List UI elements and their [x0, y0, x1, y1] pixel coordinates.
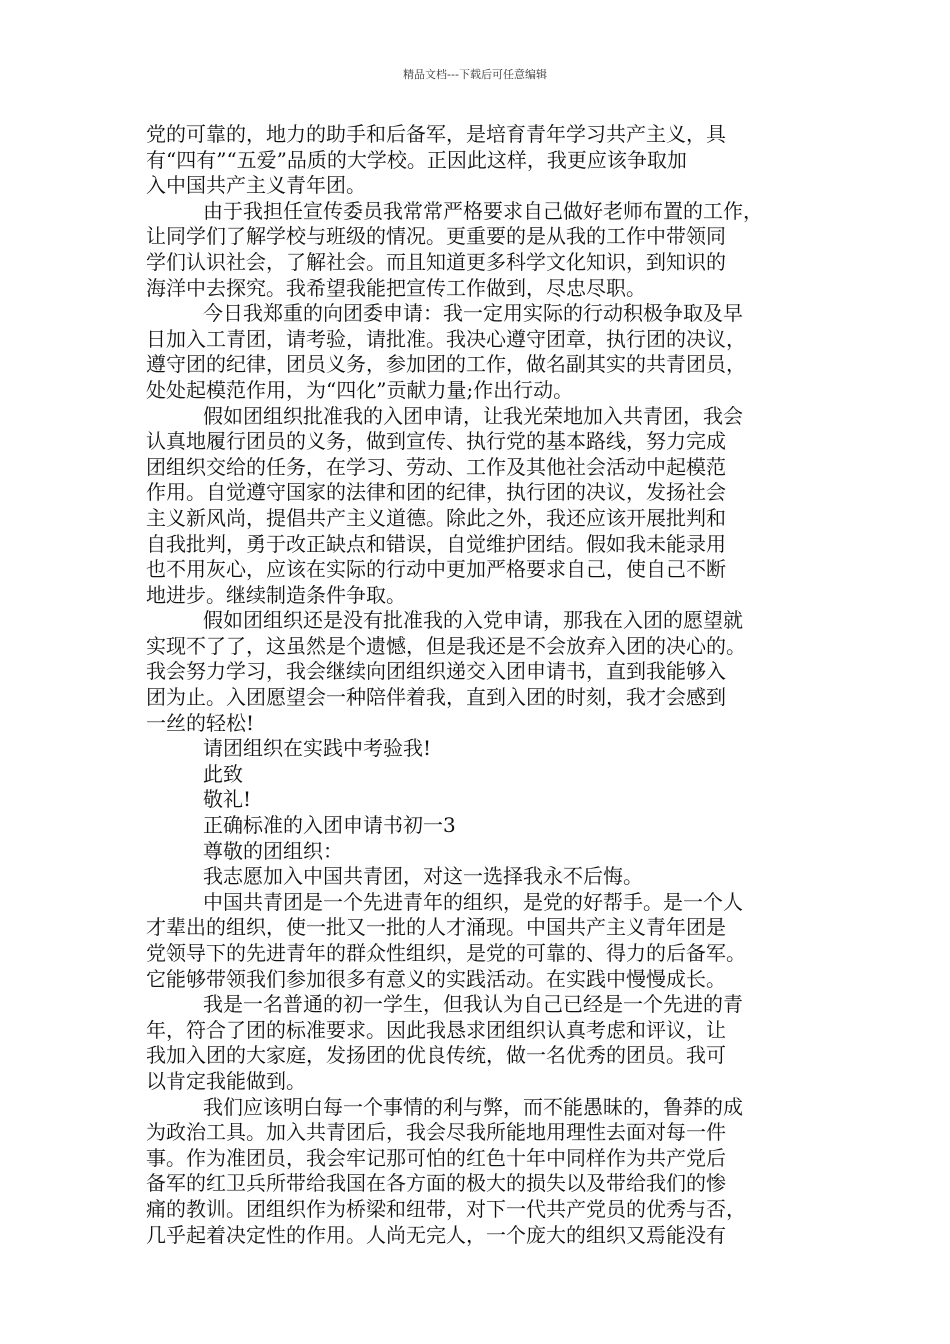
text-line: 我志愿加入中国共青团，对这一选择我永不后悔。 — [203, 864, 643, 889]
text-line: 团组织交给的任务，在学习、劳动、工作及其他社会活动中起模范 — [146, 454, 726, 479]
text-line: 让同学们了解学校与班级的情况。更重要的是从我的工作中带领同 — [146, 224, 726, 249]
text-line: 中国共青团是一个先进青年的组织，是党的好帮手。是一个人 — [203, 889, 743, 914]
text-line: 才辈出的组织，使一批又一批的人才涌现。中国共产主义青年团是 — [146, 915, 726, 940]
text-line: 日加入工青团，请考验，请批准。我决心遵守团章，执行团的决议， — [146, 326, 746, 351]
text-line: 入中国共产主义青年团。 — [146, 173, 366, 198]
text-line: 我加入团的大家庭，发扬团的优良传统，做一名优秀的团员。我可 — [146, 1043, 726, 1068]
text-line: 认真地履行团员的义务，做到宣传、执行党的基本路线，努力完成 — [146, 429, 726, 454]
text-line: 团为止。入团愿望会一种陪伴着我，直到入团的时刻，我才会感到 — [146, 685, 726, 710]
text-line: 也不用灰心，应该在实际的行动中更加严格要求自己，使自己不断 — [146, 557, 726, 582]
text-line: 它能够带领我们参加很多有意义的实践活动。在实践中慢慢成长。 — [146, 966, 726, 991]
text-line: 敬礼! — [203, 787, 252, 812]
text-line: 痛的教训。团组织作为桥梁和纽带，对下一代共产党员的优秀与否， — [146, 1196, 746, 1221]
text-line: 处处起模范作用，为“四化”贡献力量;作出行动。 — [146, 377, 574, 402]
text-line: 尊敬的团组织： — [203, 838, 343, 863]
text-line: 实现不了了，这虽然是个遗憾，但是我还是不会放弃入团的决心的。 — [146, 633, 746, 658]
text-line: 海洋中去探究。我希望我能把宣传工作做到，尽忠尽职。 — [146, 275, 646, 300]
text-line: 有“四有”“五爱”品质的大学校。正因此这样，我更应该争取加 — [146, 147, 687, 172]
text-line: 由于我担任宣传委员我常常严格要求自己做好老师布置的工作， — [203, 198, 763, 223]
text-line: 作用。自觉遵守国家的法律和团的纪律，执行团的决议，发扬社会 — [146, 480, 726, 505]
text-line: 党领导下的先进青年的群众性组织，是党的可靠的、得力的后备军。 — [146, 941, 746, 965]
text-line: 以肯定我能做到。 — [146, 1068, 306, 1093]
text-line: 地进步。继续制造条件争取。 — [146, 582, 406, 607]
text-line: 今日我郑重的向团委申请：我一定用实际的行动积极争取及早 — [203, 301, 743, 326]
text-line: 请团组织在实践中考验我! — [203, 736, 432, 761]
text-line: 遵守团的纪律，团员义务，参加团的工作，做名副其实的共青团员， — [146, 352, 746, 377]
text-line: 正确标准的入团申请书初一3 — [203, 813, 456, 838]
text-line: 我会努力学习，我会继续向团组织递交入团申请书，直到我能够入 — [146, 659, 726, 684]
text-line: 假如团组织批准我的入团申请，让我光荣地加入共青团，我会 — [203, 403, 743, 428]
text-line: 假如团组织还是没有批准我的入党申请，那我在入团的愿望就 — [203, 608, 743, 633]
text-line: 备军的红卫兵所带给我国在各方面的极大的损失以及带给我们的惨 — [146, 1171, 726, 1196]
text-line: 我是一名普通的初一学生，但我认为自己已经是一个先进的青 — [203, 992, 743, 1017]
text-line: 为政治工具。加入共青团后，我会尽我所能地用理性去面对每一件 — [146, 1120, 726, 1145]
page-header: 精品文档---下载后可任意编辑 — [403, 68, 547, 81]
text-line: 我们应该明白每一个事情的利与弊，而不能愚昧的，鲁莽的成 — [203, 1094, 743, 1119]
text-line: 一丝的轻松! — [146, 710, 255, 735]
text-line: 此致 — [203, 761, 243, 786]
text-line: 自我批判，勇于改正缺点和错误，自觉维护团结。假如我未能录用 — [146, 531, 726, 556]
text-line: 主义新风尚，提倡共产主义道德。除此之外，我还应该开展批判和 — [146, 505, 726, 530]
text-line: 党的可靠的，地力的助手和后备军，是培育青年学习共产主义，具 — [146, 122, 726, 146]
text-line: 学们认识社会，了解社会。而且知道更多科学文化知识，到知识的 — [146, 249, 726, 274]
text-line: 事。作为准团员，我会牢记那可怕的红色十年中同样作为共产党后 — [146, 1145, 726, 1170]
document-body — [146, 122, 808, 1248]
text-line: 几乎起着决定性的作用。人尚无完人，一个庞大的组织又焉能没有 — [146, 1222, 726, 1247]
text-line: 年，符合了团的标准要求。因此我恳求团组织认真考虑和评议，让 — [146, 1017, 726, 1042]
